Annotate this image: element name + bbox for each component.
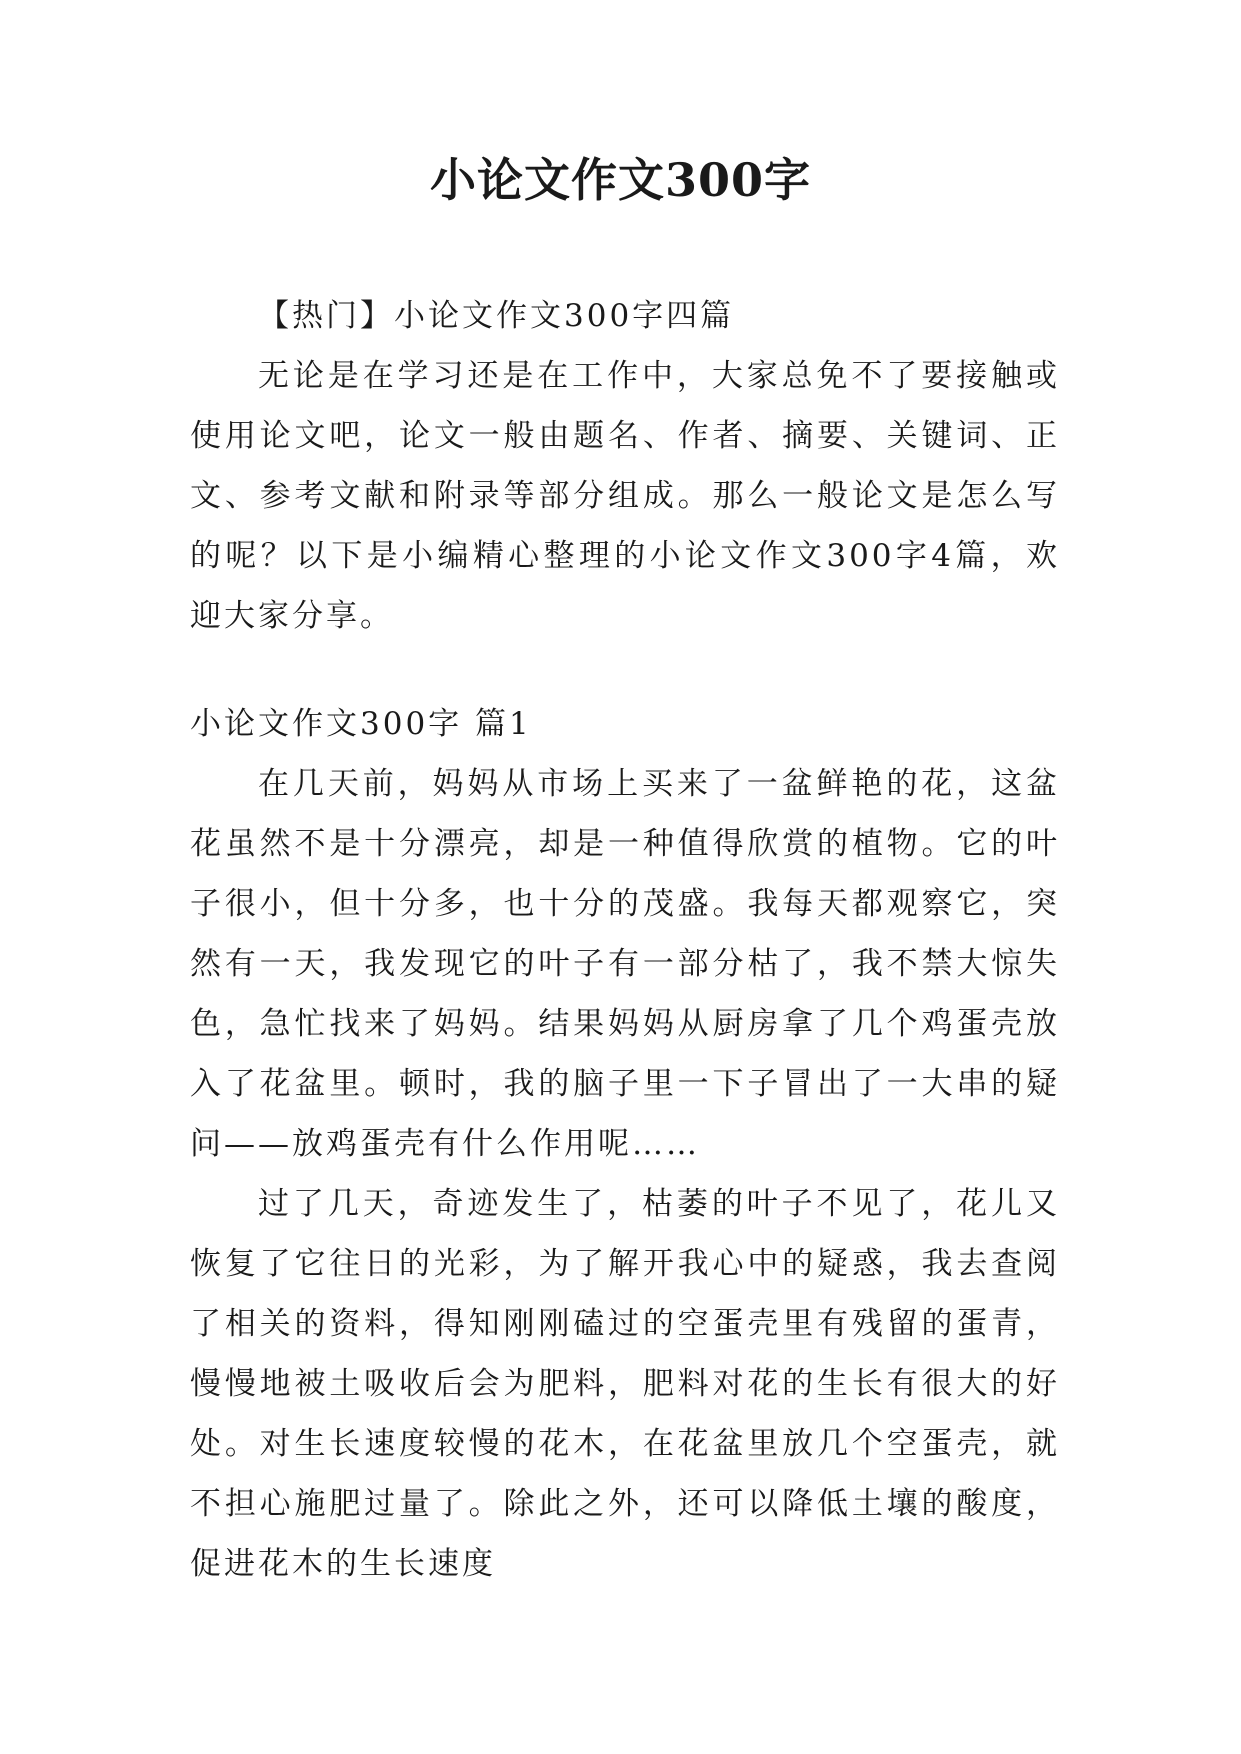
document-title: 小论文作文300字 <box>429 153 812 207</box>
section-paragraph: 在几天前，妈妈从市场上买来了一盆鲜艳的花，这盆花虽然不是十分漂亮，却是一种值得欣赏的植物。它的叶子很小，但十分多，也十分的茂盛。我每天都观察它，突然有一天，我发现它的叶子有一部分枯了，我不禁大惊失色，急忙找来了妈妈。结果妈妈从厨房拿了几个鸡蛋壳放入了花盆里。顿时，我的脑子里一下子冒出了一大串的疑问——放鸡蛋壳有什么作用呢…… <box>190 766 1060 1162</box>
intro-block <box>190 286 1060 646</box>
section-paragraph: 过了几天，奇迹发生了，枯萎的叶子不见了，花儿又恢复了它往日的光彩，为了解开我心中的疑惑，我去查阅了相关的资料，得知刚刚磕过的空蛋壳里有残留的蛋青，慢慢地被土吸收后会为肥料，肥料对花的生长有很大的好处。对生长速度较慢的花木，在花盆里放几个空蛋壳，就不担心施肥过量了。除此之外，还可以降低土壤的酸度，促进花木的生长速度 <box>190 1186 1060 1582</box>
intro-paragraph: 无论是在学习还是在工作中，大家总免不了要接触或使用论文吧，论文一般由题名、作者、摘要、关键词、正文、参考文献和附录等部分组成。那么一般论文是怎么写的呢？以下是小编精心整理的小论文作文300字4篇，欢迎大家分享。 <box>190 358 1060 634</box>
document-subtitle: 【热门】小论文作文300字四篇 <box>258 298 735 334</box>
section-1 <box>190 694 1060 1594</box>
section-heading: 小论文作文300字 篇1 <box>190 706 532 742</box>
